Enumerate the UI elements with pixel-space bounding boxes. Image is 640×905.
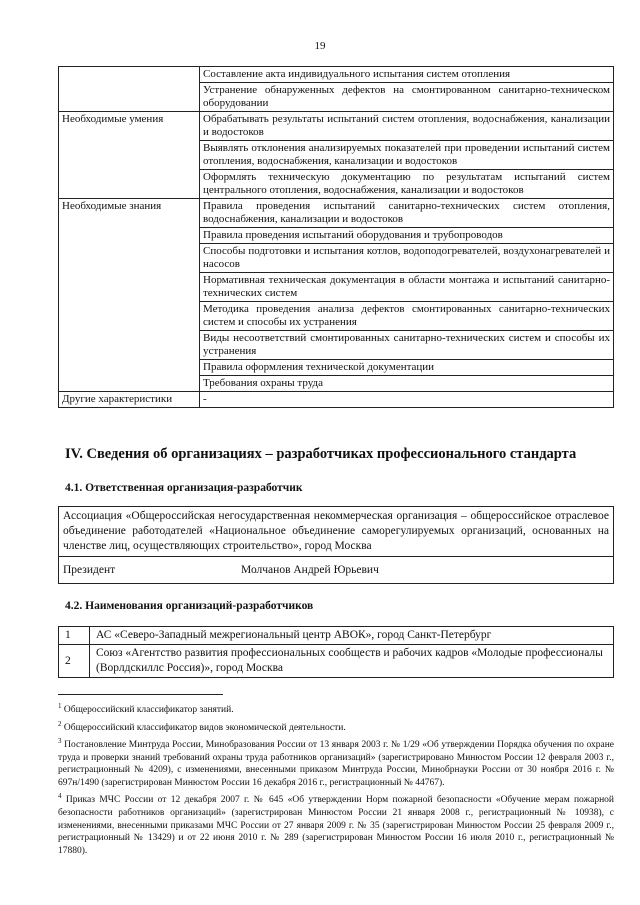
footnote-number: 3: [58, 737, 62, 746]
page-number: 19: [314, 40, 326, 52]
footnote-text: Общероссийский классификатор занятий.: [63, 705, 234, 716]
developer-row: [59, 645, 614, 678]
footnotes: [58, 700, 614, 858]
requirements-group-label: [59, 67, 200, 112]
developer-number: 2: [59, 645, 90, 678]
subsection-responsible-title: 4.1. Ответственная организация-разработчик: [65, 482, 303, 494]
responsible-org-name: Ассоциация «Общероссийская негосударственная некоммерческая организация – общероссийское отраслевое объединение работодателей «Национальное объединение саморегулируемых организаций, основанных на членстве лиц, осуществляющих строительство», город Москва: [59, 507, 614, 557]
section-title: IV. Сведения об организациях – разработчиках профессионального стандарта: [65, 446, 577, 462]
requirements-item: Способы подготовки и испытания котлов, водоподогревателей, воздухонагревателей и насосов: [200, 244, 614, 273]
footnote-number: 2: [58, 719, 62, 728]
developer-name: АС «Северо-Западный межрегиональный центр АВОК», город Санкт-Петербург: [90, 627, 614, 645]
requirements-group-label: Необходимые знания: [59, 199, 200, 392]
requirements-group-label: Необходимые умения: [59, 112, 200, 199]
requirements-item: Виды несоответствий смонтированных санитарно-технических систем и способы их устранения: [200, 331, 614, 360]
requirements-row: [59, 112, 614, 141]
footnote: [58, 790, 614, 857]
requirements-item: Методика проведения анализа дефектов смонтированных санитарно-технических систем и способы их устранения: [200, 302, 614, 331]
responsible-org-position: Президент: [59, 557, 238, 584]
subsection-developers-title: 4.2. Наименования организаций-разработчиков: [65, 600, 314, 612]
requirements-item: Оформлять техническую документацию по результатам испытаний систем центрального отопления, водоснабжения, канализации и водостоков: [200, 170, 614, 199]
footnote-text: Приказ МЧС России от 12 декабря 2007 г. № 645 «Об утверждении Норм пожарной безопасности «Обучение мерам пожарной безопасности работников организаций» (зарегистрирован Минюстом России 21 января 2008 г., регистрационный № 10938), с изменениями, внесенными приказами МЧС России от 27 января 2009 г. № 35 (зарегистрирован Минюстом России 25 февраля 2009 г., регистрационный № 13429) и от 22 июня 2010 г. № 289 (зарегистрирован Минюстом России 16 июля 2010 г., регистрационный № 17880).: [58, 795, 614, 856]
requirements-row: [59, 67, 614, 83]
requirements-item: Устранение обнаруженных дефектов на смонтированном санитарно-техническом оборудовании: [200, 83, 614, 112]
footnote: [58, 700, 614, 717]
requirements-item: Правила проведения испытаний санитарно-технических систем отопления, водоснабжения, канализации и водостоков: [200, 199, 614, 228]
requirements-item: Правила проведения испытаний оборудования и трубопроводов: [200, 228, 614, 244]
requirements-item: Выявлять отклонения анализируемых показателей при проведении испытаний систем отопления, водоснабжения, канализации и водостоков: [200, 141, 614, 170]
footnote-number: 1: [58, 702, 62, 710]
footnote-divider: [58, 694, 223, 695]
requirements-row: [59, 199, 614, 228]
developer-row: [59, 627, 614, 645]
requirements-item: Правила оформления технической документации: [200, 360, 614, 376]
requirements-item: Требования охраны труда: [200, 376, 614, 392]
requirements-group-label: Другие характеристики: [59, 392, 200, 408]
responsible-org-table: [58, 506, 614, 584]
requirements-row: [59, 392, 614, 408]
developer-number: 1: [59, 627, 90, 645]
responsible-org-person: Молчанов Андрей Юрьевич: [237, 557, 614, 584]
developers-table: [58, 626, 614, 678]
requirements-item: -: [200, 392, 614, 408]
footnote: [58, 735, 614, 789]
footnote: [58, 718, 614, 735]
requirements-item: Обрабатывать результаты испытаний систем отопления, водоснабжения, канализации и водостоков: [200, 112, 614, 141]
footnote-text: Общероссийский классификатор видов экономической деятельности.: [63, 722, 346, 733]
footnote-number: 4: [58, 792, 62, 801]
requirements-item: Нормативная техническая документация в области монтажа и испытаний санитарно-технических систем: [200, 273, 614, 302]
footnote-text: Постановление Минтруда России, Минобразования России от 13 января 2003 г. № 1/29 «Об утверждении Порядка обучения по охране труда и проверки знаний требований охраны труда работников организаций» (зарегистрировано Минюстом России 12 февраля 2003 г., регистрационный № 4209), с изменениями, внесенными приказом Минтруда России, Минобрнауки России от 30 ноября 2016 г. № 697н/1490 (зарегистрирован Минюстом России 16 декабря 2016 г., регистрационный № 44767).: [58, 740, 614, 788]
requirements-table: [58, 66, 614, 408]
requirements-item: Составление акта индивидуального испытания систем отопления: [200, 67, 614, 83]
developer-name: Союз «Агентство развития профессиональных сообществ и рабочих кадров «Молодые профессионалы (Ворлдскиллс Россия)», город Москва: [90, 645, 614, 678]
